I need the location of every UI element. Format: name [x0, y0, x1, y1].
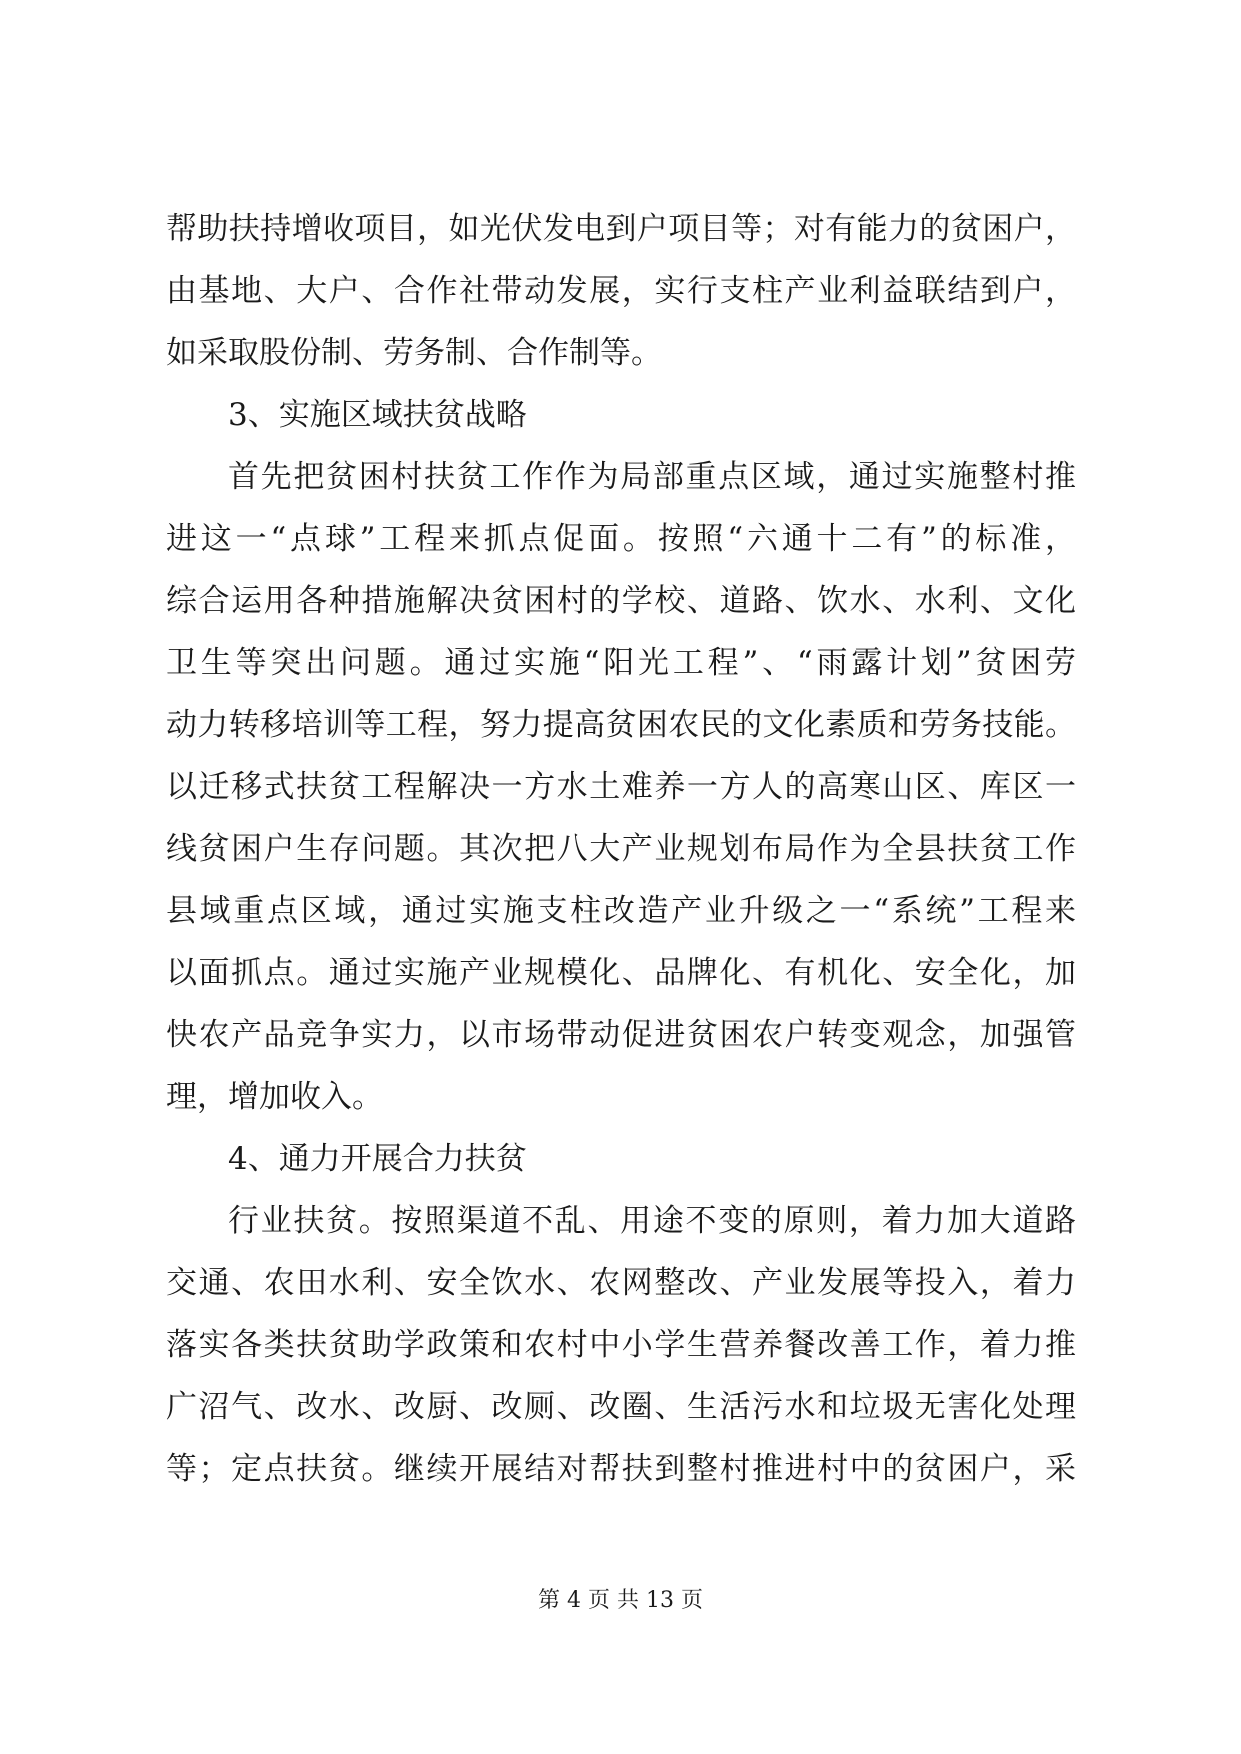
- body-line: 落实各类扶贫助学政策和农村中小学生营养餐改善工作，着力推: [166, 1327, 1076, 1363]
- body-line: 卫生等突出问题。通过实施“阳光工程”、“雨露计划”贫困劳: [166, 645, 1076, 681]
- body-line: 等；定点扶贫。继续开展结对帮扶到整村推进村中的贫困户，采: [166, 1451, 1076, 1487]
- page-number-footer: 第 4 页 共 13 页: [538, 1588, 703, 1613]
- body-line: 由基地、大户、合作社带动发展，实行支柱产业利益联结到户，: [166, 273, 1076, 309]
- body-line: 帮助扶持增收项目，如光伏发电到户项目等；对有能力的贫困户，: [166, 211, 1076, 247]
- body-line: 动力转移培训等工程，努力提高贫困农民的文化素质和劳务技能。: [166, 707, 1076, 743]
- body-line: 如采取股份制、劳务制、合作制等。: [166, 335, 662, 371]
- body-line: 理，增加收入。: [166, 1079, 383, 1115]
- body-line: 综合运用各种措施解决贫困村的学校、道路、饮水、水利、文化: [166, 583, 1076, 619]
- body-line: 快农产品竞争实力，以市场带动促进贫困农户转变观念，加强管: [166, 1017, 1076, 1053]
- body-line: 行业扶贫。按照渠道不乱、用途不变的原则，着力加大道路: [228, 1203, 1076, 1239]
- body-line: 进这一“点球”工程来抓点促面。按照“六通十二有”的标准，: [166, 521, 1076, 557]
- section-heading: 3、实施区域扶贫战略: [228, 397, 527, 433]
- body-line: 线贫困户生存问题。其次把八大产业规划布局作为全县扶贫工作: [166, 831, 1076, 867]
- section-heading: 4、通力开展合力扶贫: [228, 1141, 527, 1177]
- body-line: 以面抓点。通过实施产业规模化、品牌化、有机化、安全化，加: [166, 955, 1076, 991]
- body-line: 广沼气、改水、改厨、改厕、改圈、生活污水和垃圾无害化处理: [166, 1389, 1076, 1425]
- body-line: 以迁移式扶贫工程解决一方水土难养一方人的高寒山区、库区一: [166, 769, 1076, 805]
- body-line: 县域重点区域，通过实施支柱改造产业升级之一“系统”工程来: [166, 893, 1076, 929]
- body-line: 交通、农田水利、安全饮水、农网整改、产业发展等投入，着力: [166, 1265, 1076, 1301]
- body-line: 首先把贫困村扶贫工作作为局部重点区域，通过实施整村推: [228, 459, 1076, 495]
